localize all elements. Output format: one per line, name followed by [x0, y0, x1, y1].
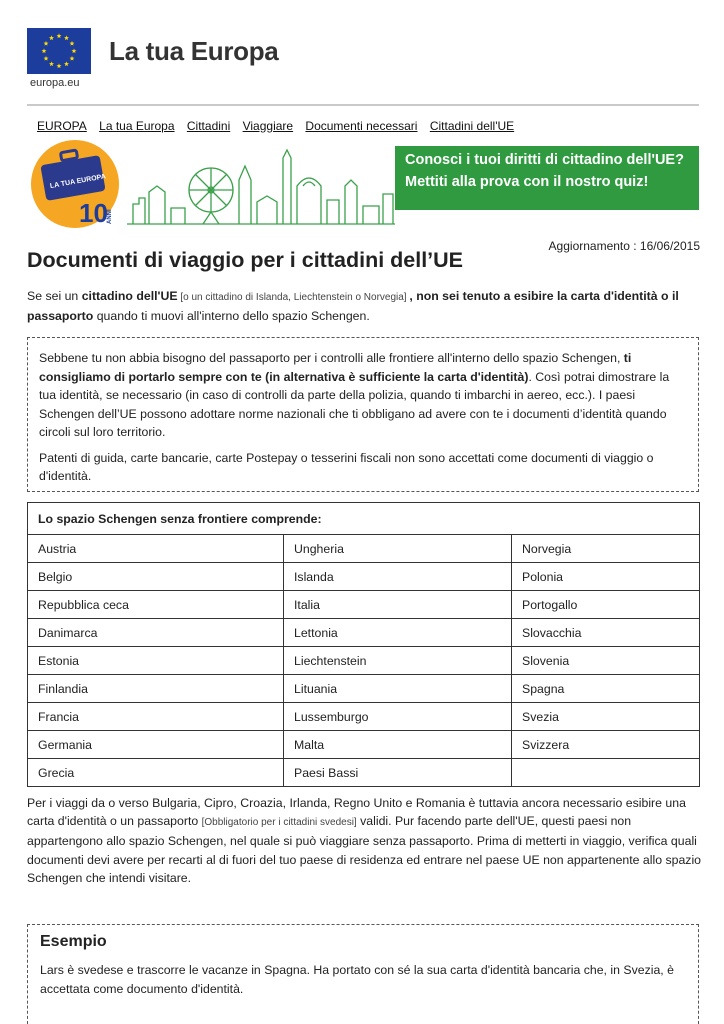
- schengen-countries-table: [27, 502, 700, 787]
- non-schengen-text: Per i viaggi da o verso Bulgaria, Cipro, Croazia, Irlanda, Regno Unito e Romania è tuttavia ancora necessario esibire una carta d'identità o un passaporto: [27, 796, 686, 829]
- advice-bold: ti consigliamo di portarlo sempre con te (in alternativa è sufficiente la carta d'identità): [39, 351, 632, 384]
- table-row: [28, 563, 700, 591]
- table-cell: Slovacchia: [512, 619, 700, 647]
- eu-star-icon: [72, 48, 77, 53]
- eu-star-icon: [44, 56, 49, 61]
- badge-number: 10: [79, 198, 108, 228]
- eu-star-icon: [64, 35, 69, 40]
- table-cell: Lussemburgo: [284, 703, 512, 731]
- intro-text-end: quando ti muovi all'interno dello spazio Schengen.: [93, 309, 370, 323]
- table-cell: Spagna: [512, 675, 700, 703]
- table-cell: Svizzera: [512, 731, 700, 759]
- accepted-documents-paragraph: Patenti di guida, carte bancarie, carte Postepay o tesserini fiscali non sono accettati come documenti di viaggio o d'identità.: [39, 450, 654, 483]
- intro-bold-citizen: cittadino dell'UE: [81, 289, 178, 303]
- example-title: Esempio: [40, 933, 107, 950]
- breadcrumb-viaggiare[interactable]: Viaggiare: [242, 119, 294, 133]
- intro-text: Se sei un: [27, 289, 82, 303]
- table-cell: Portogallo: [512, 591, 700, 619]
- table-cell: [512, 759, 700, 787]
- badge-suffix: ANNI: [107, 209, 113, 224]
- eu-flag-logo[interactable]: [27, 28, 91, 74]
- breadcrumb: [37, 119, 523, 133]
- non-schengen-paragraph: [27, 794, 703, 887]
- city-skyline-icon: [127, 146, 397, 228]
- advice-paragraph: [39, 349, 687, 442]
- table-cell: Svezia: [512, 703, 700, 731]
- quiz-line-2: Mettiti alla prova con il nostro quiz!: [405, 174, 649, 190]
- page-title: Documenti di viaggio per i cittadini dell’UE: [27, 248, 464, 272]
- intro-bold-rule: , non sei tenuto a esibire la carta d'identità o il passaporto: [27, 289, 679, 323]
- advice-box: [27, 337, 699, 492]
- breadcrumb-documenti-necessari[interactable]: Documenti necessari: [305, 119, 418, 133]
- example-box: [27, 924, 699, 1024]
- breadcrumb-la-tua-europa[interactable]: La tua Europa: [99, 119, 175, 133]
- eu-star-icon: [64, 61, 69, 66]
- non-schengen-text-end: validi. Pur facendo parte dell'UE, questi paesi non appartengono allo spazio Schengen, nel quale si può viaggiare senza passaporto. Prima di metterti in viaggio, verifica quali documenti devi avere per recarti al di fuori del tuo paese di residenza ed entrare nel paese UE non appartenente allo spazio Schengen che intendi visitare.: [27, 814, 702, 885]
- badge-text: LA TUA EUROPA: [49, 173, 107, 191]
- quiz-call-to-action[interactable]: [395, 146, 699, 210]
- table-cell: Islanda: [284, 563, 512, 591]
- eu-star-icon: [42, 48, 47, 53]
- table-row: [28, 759, 700, 787]
- table-cell: Finlandia: [28, 675, 284, 703]
- table-cell: Polonia: [512, 563, 700, 591]
- table-cell: Lettonia: [284, 619, 512, 647]
- table-cell: Malta: [284, 731, 512, 759]
- table-cell: Norvegia: [512, 535, 700, 563]
- table-cell: Slovenia: [512, 647, 700, 675]
- ten-years-badge-icon: [29, 138, 125, 230]
- table-cell: Germania: [28, 731, 284, 759]
- last-updated: Aggiornamento : 16/06/2015: [548, 239, 700, 253]
- header-divider: [27, 104, 699, 106]
- table-cell: Ungheria: [284, 535, 512, 563]
- quiz-banner[interactable]: [27, 136, 699, 232]
- non-schengen-note: [Obbligatorio per i cittadini svedesi]: [201, 817, 357, 829]
- table-cell: Paesi Bassi: [284, 759, 512, 787]
- table-cell: Repubblica ceca: [28, 591, 284, 619]
- table-row: [28, 703, 700, 731]
- table-cell: Francia: [28, 703, 284, 731]
- table-cell: Belgio: [28, 563, 284, 591]
- table-row: [28, 619, 700, 647]
- eu-star-icon: [49, 35, 54, 40]
- table-cell: Danimarca: [28, 619, 284, 647]
- eu-star-icon: [49, 61, 54, 66]
- advice-text-end: . Così potrai dimostrare la tua identità, se necessario (in caso di controlli da parte della polizia, quando ti imbarchi in aereo, ecc.). I paesi Schengen dell’UE possono adottare norme nazionali che ti obbligano ad avere con te i documenti d’identità quando circoli sul loro territorio.: [39, 369, 670, 439]
- table-cell: Italia: [284, 591, 512, 619]
- eu-star-icon: [70, 41, 75, 46]
- eu-star-icon: [57, 33, 62, 38]
- eu-star-icon: [57, 63, 62, 68]
- eu-stars-icon: [27, 28, 91, 74]
- table-cell: Grecia: [28, 759, 284, 787]
- breadcrumb-europa[interactable]: EUROPA: [37, 119, 87, 133]
- table-cell: Estonia: [28, 647, 284, 675]
- intro-paragraph: [27, 287, 699, 325]
- table-row: [28, 647, 700, 675]
- breadcrumb-cittadini[interactable]: Cittadini: [186, 119, 231, 133]
- table-row: [28, 731, 700, 759]
- table-header: Lo spazio Schengen senza frontiere comprende:: [28, 503, 700, 535]
- intro-note: [o un cittadino di Islanda, Liechtenstein o Norvegia]: [177, 292, 410, 303]
- table-row: [28, 675, 700, 703]
- quiz-line-1: Conosci i tuoi diritti di cittadino dell'UE?: [405, 152, 684, 168]
- eu-star-icon: [70, 56, 75, 61]
- table-cell: Liechtenstein: [284, 647, 512, 675]
- breadcrumb-cittadini-ue[interactable]: Cittadini dell'UE: [429, 119, 515, 133]
- table-row: [28, 535, 700, 563]
- table-cell: Lituania: [284, 675, 512, 703]
- eu-star-icon: [44, 41, 49, 46]
- site-title[interactable]: La tua Europa: [109, 36, 279, 66]
- table-row: [28, 591, 700, 619]
- example-text: Lars è svedese e trascorre le vacanze in Spagna. Ha portato con sé la sua carta d'identità bancaria che, in Svezia, è accettata come documento d'identità.: [40, 963, 674, 996]
- site-url[interactable]: europa.eu: [30, 77, 80, 89]
- table-cell: Austria: [28, 535, 284, 563]
- advice-text: Sebbene tu non abbia bisogno del passaporto per i controlli alle frontiere all'interno dello spazio Schengen,: [39, 351, 624, 365]
